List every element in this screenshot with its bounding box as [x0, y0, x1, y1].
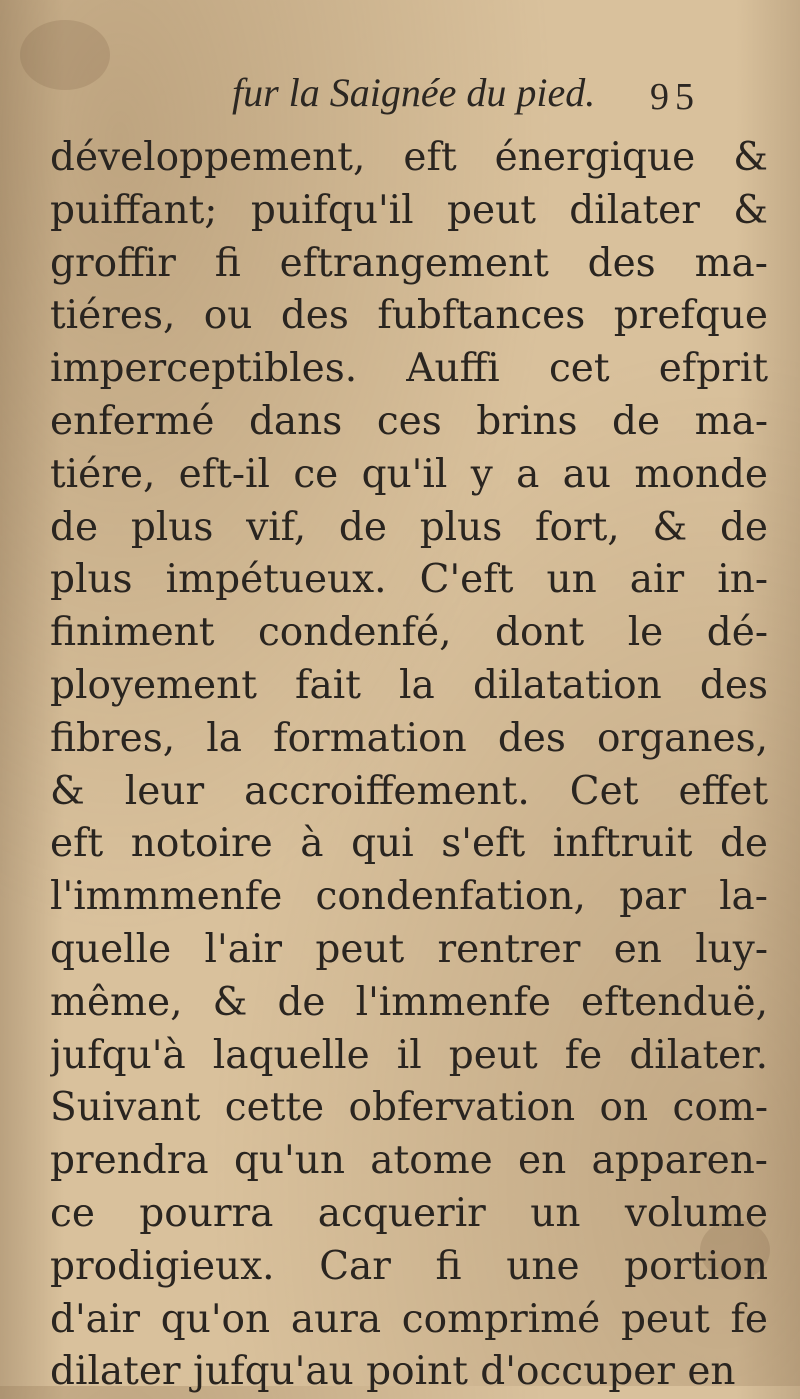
text-line: de plus vif, de plus fort, & de — [50, 504, 768, 550]
text-line: Suivant cette obfervation on com- — [50, 1085, 768, 1131]
page-number: 95 — [650, 76, 700, 118]
text-line: quelle l'air peut rentrer en luy- — [50, 926, 768, 972]
text-line: d'air qu'on aura comprimé peut fe — [50, 1296, 768, 1342]
text-line: imperceptibles. Auffi cet efprit — [50, 346, 768, 392]
running-head — [232, 68, 700, 118]
text-line: prodigieux. Car fi une portion — [50, 1243, 768, 1289]
text-line: enfermé dans ces brins de ma- — [50, 398, 768, 444]
text-line: ce pourra acquerir un volume — [50, 1190, 768, 1236]
text-line: fibres, la formation des organes, — [50, 715, 768, 761]
text-line: tiéres, ou des fubftances prefque — [50, 293, 768, 339]
text-line: tiére, eft-il ce qu'il y a au monde — [50, 451, 768, 497]
text-line: groffir fi eftrangement des ma- — [50, 240, 768, 286]
text-line: puiffant; puifqu'il peut dilater & — [50, 187, 768, 233]
text-line: & leur accroiffement. Cet effet — [50, 768, 768, 814]
text-line: dilater jufqu'au point d'occuper en — [50, 1349, 736, 1395]
text-line: prendra qu'un atome en apparen- — [50, 1138, 768, 1184]
text-line: plus impétueux. C'eft un air in- — [50, 557, 768, 603]
text-line: développement, eft énergique & — [50, 135, 768, 180]
running-head-title: fur la Saignée du pied. — [232, 70, 596, 115]
text-line: l'immmenfe condenfation, par la- — [50, 874, 768, 920]
text-line: jufqu'à laquelle il peut fe dilater. — [50, 1032, 768, 1078]
text-line: eft notoire à qui s'eft inftruit de — [50, 821, 768, 867]
text-line: finiment condenfé, dont le dé- — [50, 610, 768, 656]
paper-stain — [20, 20, 110, 90]
body-text — [50, 132, 768, 1399]
text-line: ployement fait la dilatation des — [50, 662, 768, 708]
text-line: même, & de l'immenfe eftenduë, — [50, 979, 768, 1025]
